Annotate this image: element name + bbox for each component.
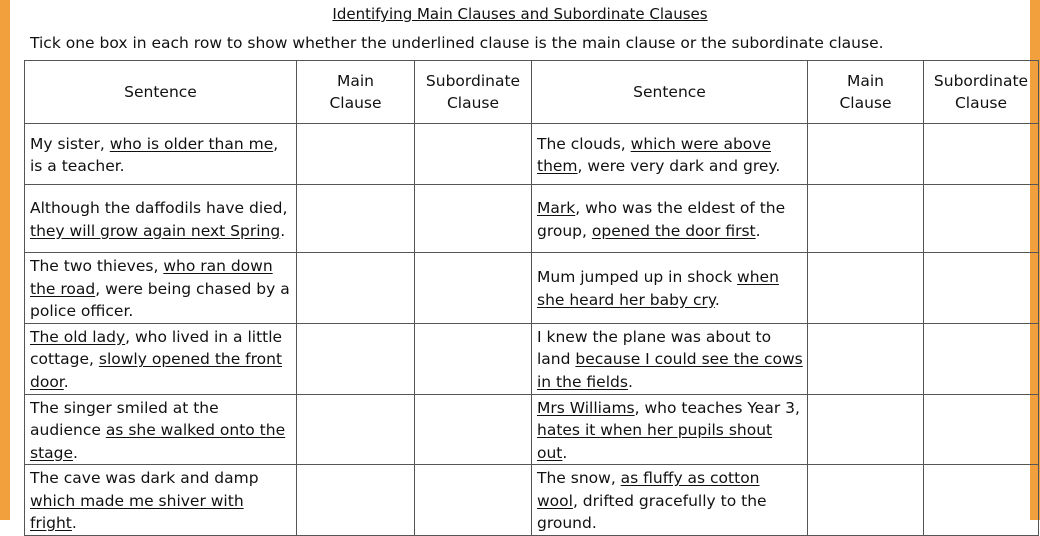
sentence-text: . — [71, 514, 77, 532]
subordinate-clause-tick-box[interactable] — [924, 323, 1039, 394]
main-clause-tick-box[interactable] — [297, 323, 415, 394]
subordinate-clause-tick-box[interactable] — [924, 394, 1039, 465]
sentence-cell-left — [25, 323, 297, 394]
sentence-cell-right — [532, 253, 808, 324]
subordinate-clause-tick-box[interactable] — [415, 394, 532, 465]
main-clause-tick-box[interactable] — [808, 465, 924, 536]
subordinate-clause-tick-box[interactable] — [924, 465, 1039, 536]
table-row — [25, 465, 1039, 536]
main-clause-tick-box[interactable] — [808, 124, 924, 185]
subordinate-clause-tick-box[interactable] — [924, 253, 1039, 324]
sentence-text: , is a teacher. — [30, 134, 279, 175]
header-subordinate-clause-left: Subordinate Clause — [415, 61, 532, 124]
sentence-cell-left — [25, 465, 297, 536]
header-main-clause-right: Main Clause — [808, 61, 924, 124]
subordinate-clause-tick-box[interactable] — [415, 185, 532, 253]
header-subordinate-clause-right: Subordinate Clause — [924, 61, 1039, 124]
sentence-text: . — [73, 443, 78, 462]
clause-table — [24, 60, 1039, 536]
main-clause-tick-box[interactable] — [808, 323, 924, 394]
subordinate-clause-tick-box[interactable] — [415, 124, 532, 185]
sentence-text: . — [63, 372, 69, 391]
main-clause-tick-box[interactable] — [297, 124, 415, 185]
header-main-clause-left: Main Clause — [297, 61, 415, 124]
header-row — [25, 61, 1039, 124]
table-row — [25, 185, 1039, 253]
sentence-cell-left — [25, 253, 297, 324]
underlined-clause: slowly opened the front door — [30, 350, 283, 391]
underlined-clause: Mark — [537, 199, 576, 217]
underlined-clause: which were above them — [537, 134, 771, 175]
underlined-clause: opened the door first — [591, 221, 756, 240]
main-clause-tick-box[interactable] — [297, 185, 415, 253]
underlined-clause: hates it when her pupils shout out — [537, 421, 773, 462]
subordinate-clause-tick-box[interactable] — [415, 323, 532, 394]
sentence-text: The snow, — [537, 469, 621, 487]
underlined-clause: because I could see the cows in the fields — [537, 350, 803, 391]
worksheet-instruction: Tick one box in each row to show whether the underlined clause is the main clause or the subordinate clause. — [30, 34, 884, 52]
sentence-text: , were being chased by a police officer. — [30, 279, 290, 320]
table-row — [25, 253, 1039, 324]
subordinate-clause-tick-box[interactable] — [924, 124, 1039, 185]
underlined-clause: Mrs Williams — [537, 398, 635, 417]
main-clause-tick-box[interactable] — [808, 394, 924, 465]
sentence-cell-right — [532, 323, 808, 394]
underlined-clause: which made me shiver with fright — [30, 491, 244, 532]
sentence-text: The clouds, — [537, 134, 631, 153]
sentence-cell-left — [25, 185, 297, 253]
subordinate-clause-tick-box[interactable] — [415, 465, 532, 536]
sentence-text: . — [755, 221, 761, 240]
sentence-text: , who was the eldest of the group, — [537, 199, 786, 240]
main-clause-tick-box[interactable] — [297, 394, 415, 465]
subordinate-clause-tick-box[interactable] — [924, 185, 1039, 253]
table-row — [25, 323, 1039, 394]
table-row — [25, 124, 1039, 185]
sentence-cell-left — [25, 394, 297, 465]
sentence-text: , who teaches Year 3, — [634, 398, 800, 417]
header-sentence-right: Sentence — [532, 61, 808, 124]
main-clause-tick-box[interactable] — [808, 253, 924, 324]
worksheet-title: Identifying Main Clauses and Subordinate Clauses — [332, 5, 708, 23]
sentence-text: The cave was dark and damp — [30, 469, 259, 487]
underlined-clause: as she walked onto the stage — [30, 421, 286, 462]
main-clause-tick-box[interactable] — [297, 465, 415, 536]
underlined-clause: they will grow again next Spring — [30, 221, 281, 240]
sentence-text: . — [627, 372, 633, 391]
sentence-text: The two thieves, — [30, 257, 164, 275]
sentence-cell-right — [532, 465, 808, 536]
table-row — [25, 394, 1039, 465]
sentence-cell-left — [25, 124, 297, 185]
main-clause-tick-box[interactable] — [808, 185, 924, 253]
sentence-text: , drifted gracefully to the ground. — [537, 491, 767, 532]
sentence-cell-right — [532, 124, 808, 185]
sentence-text: I knew the plane was about to land — [537, 327, 772, 369]
sentence-cell-right — [532, 394, 808, 465]
sentence-text: Although the daffodils have died, — [30, 199, 288, 217]
underlined-clause: as fluffy as cotton wool — [537, 469, 760, 510]
sentence-text: , who lived in a little cottage, — [30, 327, 283, 369]
sentence-text: , were very dark and grey. — [577, 157, 781, 175]
sentence-text: The singer smiled at the audience — [30, 398, 219, 439]
sentence-text: . — [562, 443, 568, 462]
sentence-text: Mum jumped up in shock — [537, 268, 738, 287]
underlined-clause: who ran down the road — [30, 257, 273, 298]
sentence-text: . — [280, 221, 286, 240]
sentence-text: My sister, — [30, 134, 110, 153]
subordinate-clause-tick-box[interactable] — [415, 253, 532, 324]
main-clause-tick-box[interactable] — [297, 253, 415, 324]
sentence-text: . — [714, 290, 720, 309]
underlined-clause: who is older than me — [109, 134, 274, 153]
sentence-cell-right — [532, 185, 808, 253]
header-sentence-left: Sentence — [25, 61, 297, 124]
underlined-clause: The old lady — [30, 327, 126, 346]
underlined-clause: when she heard her baby cry — [537, 268, 779, 309]
